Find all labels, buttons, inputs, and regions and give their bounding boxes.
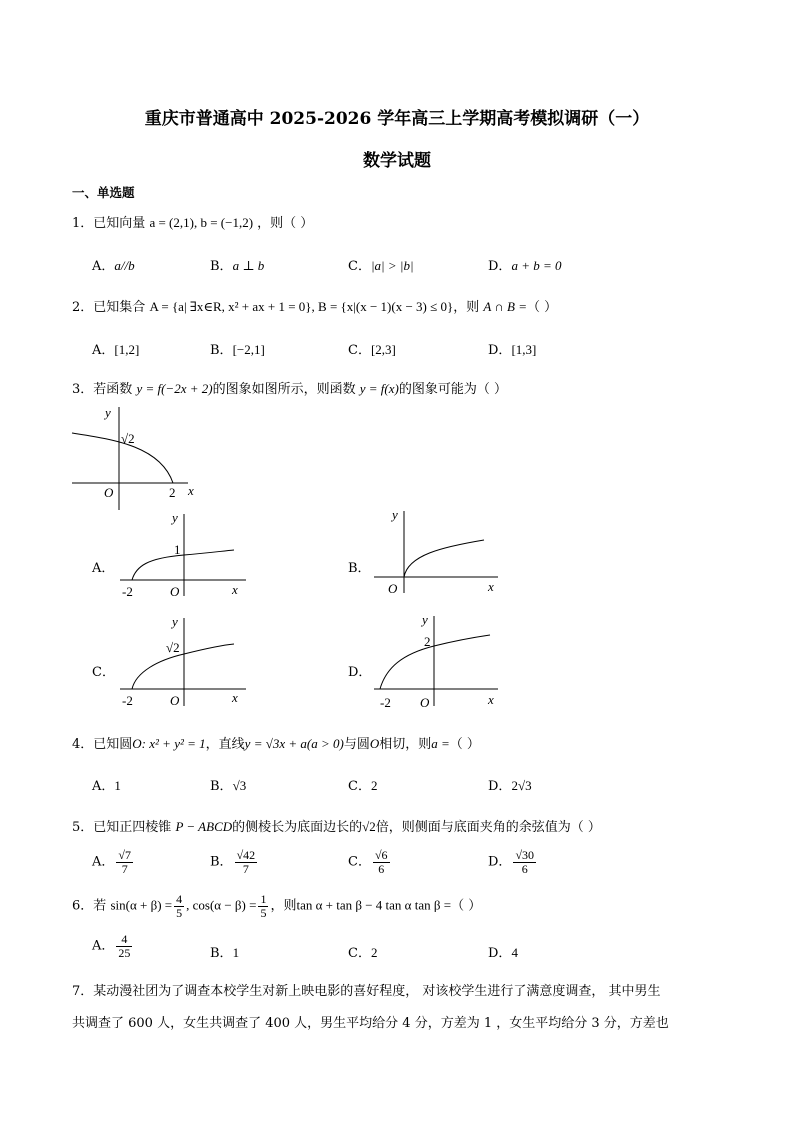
option-b[interactable]: B． $\frac{√42}{7}$ <box>210 848 256 876</box>
graph-option-d <box>372 612 522 712</box>
question-4: 4．已知圆O: x² + y² = 1，直线y = √3x + a(a > 0)与圆O相切，则a =（ ） <box>72 736 480 752</box>
question-7-line-1: 7．某动漫社团为了调查本校学生对新上映电影的喜好程度， 对该校学生进行了满意度调查， 其中男生 <box>72 984 661 999</box>
svg-text:O: O <box>420 695 430 710</box>
option-b[interactable]: B．√3 <box>210 778 247 794</box>
question-1 <box>72 212 313 231</box>
math-expression: A = {a| ∃x∈R, x² + ax + 1 = 0}, B = {x|(x − 1)(x − 3) ≤ 0} <box>149 299 454 314</box>
option-b[interactable]: B．[−2,1] <box>210 342 265 358</box>
function-graph-main <box>70 405 210 515</box>
svg-text:-2: -2 <box>122 693 133 708</box>
svg-text:-2: -2 <box>122 584 133 599</box>
question-7-line-2: 共调查了 600 人，女生共调查了 400 人，男生平均给分 4 分，方差为 1 ，女生平均给分 3 分，方差也 <box>72 1016 669 1031</box>
svg-text:O: O <box>388 581 398 596</box>
svg-text:-2: -2 <box>380 695 391 710</box>
option-a[interactable]: A．a//b <box>92 258 135 274</box>
option-d[interactable]: D．[1,3] <box>488 342 537 358</box>
svg-text:y: y <box>172 510 178 525</box>
svg-text:2: 2 <box>424 634 431 649</box>
option-b[interactable]: B．a ⊥ b <box>210 258 265 274</box>
svg-text:y: y <box>422 612 428 627</box>
paper-title: 重庆市普通高中 2025-2026 学年高三上学期高考模拟调研（一） <box>144 109 650 129</box>
svg-text:x: x <box>488 692 494 707</box>
option-a[interactable]: A．1 <box>92 778 121 794</box>
question-5: 5．已知正四棱锥 P − ABCD的侧棱长为底面边长的√2倍，则侧面与底面夹角的余弦值为（ ） <box>72 819 601 835</box>
option-c[interactable]: C． <box>92 665 115 680</box>
option-d[interactable]: D． $\frac{√30}{6}$ <box>488 848 535 876</box>
option-b[interactable]: B． <box>348 561 371 576</box>
question-2: 2．已知集合 A = {a| ∃x∈R, x² + ax + 1 = 0}, B = {x|(x − 1)(x − 3) ≤ 0}，则 A ∩ B =（ ） <box>72 299 558 315</box>
option-c[interactable]: C．[2,3] <box>348 342 396 358</box>
option-a[interactable]: A． <box>92 561 115 576</box>
svg-text:x: x <box>488 579 494 594</box>
x-value-label: 2 <box>169 485 176 500</box>
option-c[interactable]: C．2 <box>348 945 378 961</box>
origin-label: O <box>104 485 114 500</box>
option-d[interactable]: D．a + b = 0 <box>488 258 562 274</box>
svg-text:O: O <box>170 693 180 708</box>
option-d[interactable]: D．4 <box>488 945 518 961</box>
question-text: 已知向量 <box>93 216 146 231</box>
graph-option-b <box>372 505 512 600</box>
y-axis-label: y <box>105 405 111 420</box>
option-c[interactable]: C．|a| > |b| <box>348 258 414 274</box>
question-text: ，则（ ） <box>257 216 314 231</box>
section-heading: 一、单选题 <box>72 185 135 200</box>
option-d[interactable]: D． <box>348 665 372 680</box>
svg-text:y: y <box>172 614 178 629</box>
svg-text:√2: √2 <box>166 640 180 655</box>
question-6: 6．若 sin(α + β) = $\frac{4}{5}$ , cos(α − β) = $\frac{1}{5}$ ，则tan α + tan β − 4 tan α tan β =（ ） <box>72 892 482 920</box>
graph-option-c <box>118 612 258 712</box>
graph-option-a <box>118 508 258 603</box>
svg-text:1: 1 <box>174 542 181 557</box>
option-a[interactable]: A． $\frac{√7}{7}$ <box>92 848 131 876</box>
question-3: 3．若函数 y = f(−2x + 2)的图象如图所示，则函数 y = f(x)的图象可能为（ ） <box>72 381 507 397</box>
option-b[interactable]: B．1 <box>210 945 240 961</box>
option-c[interactable]: C．2 <box>348 778 378 794</box>
svg-text:x: x <box>232 690 238 705</box>
math-expression: a = (2,1), b = (−1,2) <box>149 215 254 230</box>
paper-subtitle: 数学试题 <box>363 151 431 171</box>
option-a[interactable]: A．[1,2] <box>92 342 140 358</box>
option-d[interactable]: D．2√3 <box>488 778 532 794</box>
x-axis-label: x <box>188 483 194 498</box>
option-c[interactable]: C． $\frac{√6}{6}$ <box>348 848 388 876</box>
svg-text:O: O <box>170 584 180 599</box>
y-value-label: √2 <box>121 431 135 446</box>
question-number: 1． <box>72 216 94 231</box>
svg-text:x: x <box>232 582 238 597</box>
svg-text:y: y <box>392 507 398 522</box>
option-a[interactable]: A． $\frac{4}{25}$ <box>92 932 131 960</box>
